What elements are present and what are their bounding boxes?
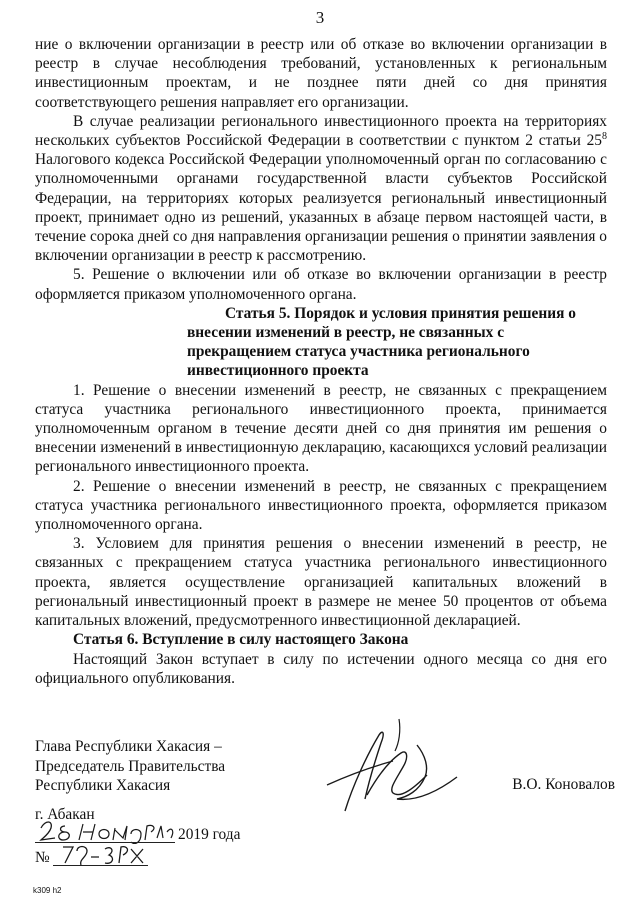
paragraph-multi-region (35, 112, 607, 266)
paragraph-5: 5. Решение о включении или об отказе во включении организации в реестр оформляется приказом уполномоченного органа. (35, 266, 607, 303)
signing-place: г. Абакан (35, 806, 95, 823)
article-6-label: Статья 6. (73, 631, 139, 649)
signer-name: В.О. Коновалов (512, 776, 615, 793)
paragraph-multi-region-start: В случае реализации регионального инвестиционного проекта на территориях нескольких субъектов Российской Федерации в соответствии с пунктом 2 статьи 25 (35, 112, 607, 150)
article-5-paragraph-1: 1. Решение о внесении изменений в реестр, не связанных с прекращением статуса участника регионального инвестиционного проекта, принимается уполномоченным органом в течение десяти дней со дня принятия им решения о внесении изменений в инвестиционную декларацию, касающихся условий реализации регионального инвестиционного проекта. (35, 381, 607, 476)
article-5-paragraph-2: 2. Решение о внесении изменений в реестр, не связанных с прекращением статуса участника регионального инвестиционного проекта, оформляется приказом уполномоченного органа. (35, 477, 607, 534)
law-body (35, 35, 607, 688)
handwritten-signature (297, 715, 477, 825)
signer-title-line: Глава Республики Хакасия – (35, 738, 222, 755)
article-6-heading (35, 630, 607, 649)
signature-block (35, 737, 615, 797)
date-year: 2019 года (178, 826, 241, 843)
article-6-title: Вступление в силу настоящего Закона (142, 631, 409, 649)
article-5-paragraph-3: 3. Условием для принятия решения о внесении изменений в реестр, не связанных с прекращением статуса участника регионального инвестиционного проекта, является осуществление организацией капитальных вложений в региональный инвестиционный проект в размере не менее 50 процентов от объема капитальных вложений, предусмотренного инвестиционной декларацией. (35, 535, 607, 630)
paragraph-continuation: ние о включении организации в реестр или об отказе во включении организации в реестр в случае несоблюдения требований, установленных к региональным инвестиционным проектам, и не позднее пяти дней со дня принятия соответствующего решения направляет его организации. (35, 36, 607, 111)
number-sign: № (35, 849, 50, 866)
signer-title-line: Республики Хакасия (35, 777, 171, 794)
handwritten-law-number (57, 839, 152, 867)
article-6-paragraph-1: Настоящий Закон вступает в силу по истечении одного месяца со дня его официального опубликования. (35, 650, 607, 687)
article-5-heading (35, 304, 607, 381)
number-underline (53, 865, 148, 866)
footer-code: k309 h2 (33, 886, 62, 895)
signer-title-line: Председатель Правительства (35, 757, 226, 775)
article-5-title: Порядок и условия принятия решения о внесении изменений в реестр, не связанных с прекращением статуса участника регионального инвестиционного проекта (187, 304, 576, 380)
article-5-label: Статья 5. (225, 304, 291, 322)
paragraph-multi-region-end: Налогового кодекса Российской Федерации уполномоченный орган по согласованию с уполномоченными органами государственной власти субъектов Российской Федерации, на территориях которых реализуется региональный инвестиционный проект, принимает одно из решений, указанных в абзаце первом настоящей части, в течение сорока дней со дня направления организации решения о принятии заявления о включении организации в реестр к рассмотрению. (35, 151, 607, 265)
signer-title (35, 737, 225, 796)
page-number: 3 (315, 8, 325, 27)
footnote-superscript: 8 (602, 131, 607, 143)
